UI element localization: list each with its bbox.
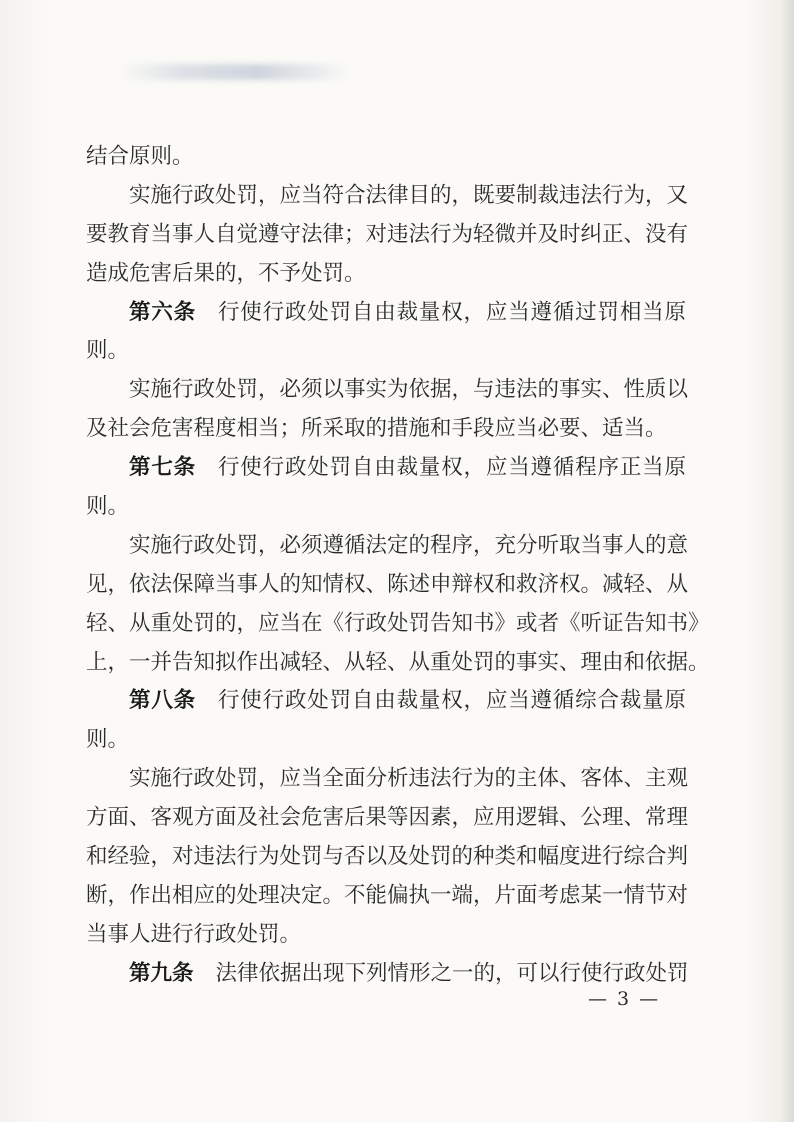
body-text: [86, 138, 710, 994]
article-label: 第九条: [129, 960, 194, 986]
article-6-heading-line: 第六条 行使行政处罚自由裁量权，应当遵循过罚相当原: [129, 299, 686, 325]
text-line-10: 则。: [86, 494, 130, 520]
text-line-14: 上，一并告知拟作出减轻、从轻、从重处罚的事实、理由和依据。: [86, 649, 710, 675]
text-line-19: 和经验，对违法行为处罚与否以及处罚的种类和幅度进行综合判: [86, 844, 689, 870]
text-line-2: 实施行政处罚，应当符合法律目的，既要制裁违法行为，又: [129, 182, 689, 208]
text-line-4: 造成危害后果的，不予处罚。: [86, 260, 366, 286]
text-line-16: 则。: [86, 727, 130, 753]
page-edge-shadow: [780, 0, 794, 1122]
article-7-heading-line: 第七条 行使行政处罚自由裁量权，应当遵循程序正当原: [129, 455, 686, 481]
text-line-18: 方面、客观方面及社会危害后果等因素，应用逻辑、公理、常理: [86, 805, 689, 831]
text-line-11: 实施行政处罚，必须遵循法定的程序，充分听取当事人的意: [129, 532, 689, 558]
text-line-12: 见，依法保障当事人的知情权、陈述申辩权和救济权。减轻、从: [86, 571, 689, 597]
article-label: 第六条: [129, 299, 196, 325]
text-line-1: 结合原则。: [86, 144, 194, 169]
article-label: 第七条: [129, 455, 196, 481]
page-number: — 3 —: [588, 988, 661, 1010]
text-line-8: 及社会危害程度相当；所采取的措施和手段应当必要、适当。: [86, 416, 667, 442]
article-9-heading-line: 第九条 法律依据出现下列情形之一的，可以行使行政处罚: [129, 960, 689, 986]
text-line-3: 要教育当事人自觉遵守法律；对违法行为轻微并及时纠正、没有: [86, 221, 689, 247]
scan-artifact: [120, 64, 350, 80]
text-line-6: 则。: [86, 338, 130, 364]
text-line-21: 当事人进行行政处罚。: [86, 921, 302, 947]
text-line-13: 轻、从重处罚的，应当在《行政处罚告知书》或者《听证告知书》: [86, 610, 710, 636]
text-line-17: 实施行政处罚，应当全面分析违法行为的主体、客体、主观: [129, 766, 689, 792]
article-8-heading-line: 第八条 行使行政处罚自由裁量权，应当遵循综合裁量原: [129, 688, 686, 714]
text-line-20: 断，作出相应的处理决定。不能偏执一端，片面考虑某一情节对: [86, 882, 689, 908]
text-line-7: 实施行政处罚，必须以事实为依据，与违法的事实、性质以: [129, 377, 689, 403]
article-label: 第八条: [129, 688, 196, 714]
